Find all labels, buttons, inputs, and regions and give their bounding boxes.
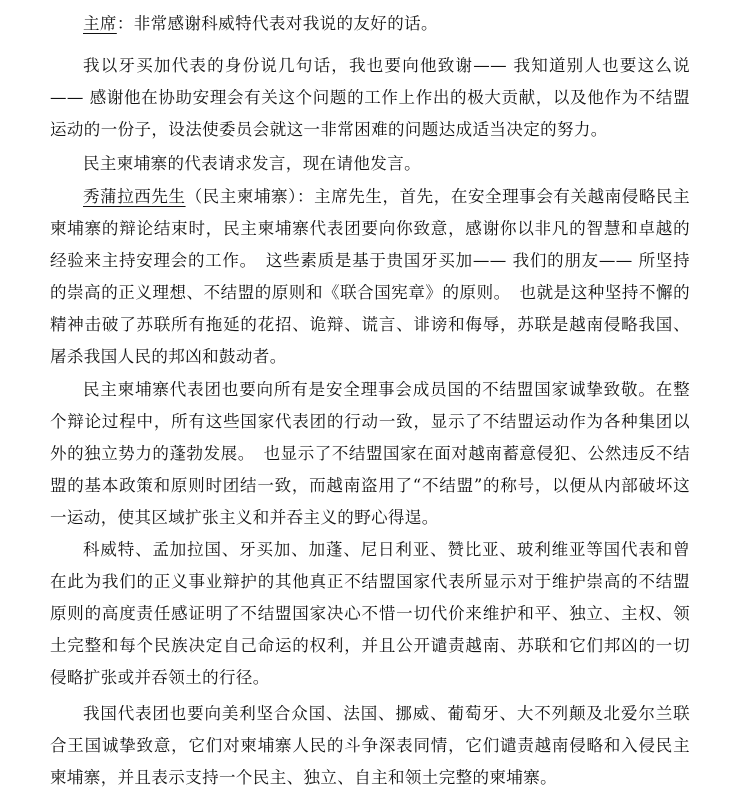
paragraph-jamaica-remarks	[50, 50, 690, 146]
paragraph-chairman-thanks	[50, 8, 690, 40]
paragraph-western-thanks	[50, 698, 690, 794]
paragraph-kampuchea-statement	[50, 181, 690, 373]
paragraph-text: 我以牙买加代表的身份说几句话，我也要向他致谢—— 我知道别人也要这么说—— 感谢他在协助安理会有关这个问题的工作上作出的极大贡献，以及他作为不结盟运动的一份子，设法使委员会就这一非常困难的问题达成适当决定的努力。	[50, 56, 690, 139]
paragraph-countries-list	[50, 534, 690, 694]
paragraph-text: 民主柬埔寨的代表请求发言，现在请他发言。	[83, 154, 421, 173]
paragraph-text: 民主柬埔寨代表团也要向所有是安全理事会成员国的不结盟国家诚挚致敬。在整个辩论过程中，所有这些国家代表团的行动一致，显示了不结盟运动作为各种集团以外的独立势力的蓬勃发展。 也显示了不结盟国家在面对越南蓄意侵犯、公然违反不结盟的基本政策和原则时团结一致，而越南盗用了“不结盟”的称号，以便从内部破坏这一运动，使其区域扩张主义和并吞主义的野心得逞。	[50, 380, 690, 527]
paragraph-text: ：非常感谢科威特代表对我说的友好的话。	[116, 14, 438, 33]
paragraph-text: 科威特、孟加拉国、牙买加、加蓬、尼日利亚、赞比亚、玻利维亚等国代表和曾在此为我们的正义事业辩护的其他真正不结盟国家代表所显示对于维护崇高的不结盟原则的高度责任感证明了不结盟国家决心不惜一切代价来维护和平、独立、主权、领土完整和每个民族决定自己命运的权利，并且公开谴责越南、苏联和它们邦凶的一切侵略扩张或并吞领土的行径。	[50, 540, 690, 687]
paragraph-invite-speaker	[50, 148, 690, 180]
speaker-name: 主席	[83, 14, 117, 33]
paragraph-text: ：主席先生，首先，在安全理事会有关越南侵略民主柬埔寨的辩论结束时，民主柬埔寨代表团要向你致意，感谢你以非凡的智慧和卓越的经验来主持安理会的工作。 这些素质是基于贵国牙买加—— 我们的朋友—— 所坚持的崇高的正义理想、不结盟的原则和《联合国宪章》的原则。 也就是这种坚持不懈的精神击破了苏联所有拖延的花招、诡辩、谎言、诽谤和侮辱，苏联是越南侵略我国、屠杀我国人民的邦凶和鼓动者。	[50, 187, 690, 366]
paragraph-text: 我国代表团也要向美利坚合众国、法国、挪威、葡萄牙、大不列颠及北爱尔兰联合王国诚挚致意，它们对柬埔寨人民的斗争深表同情，它们谴责越南侵略和入侵民主柬埔寨，并且表示支持一个民主、独立、自主和领土完整的柬埔寨。	[50, 704, 690, 787]
speaker-name: 秀蒲拉西先生	[83, 187, 186, 206]
paragraph-nonaligned-tribute	[50, 374, 690, 534]
speaker-country: （民主柬埔寨）	[185, 187, 297, 206]
